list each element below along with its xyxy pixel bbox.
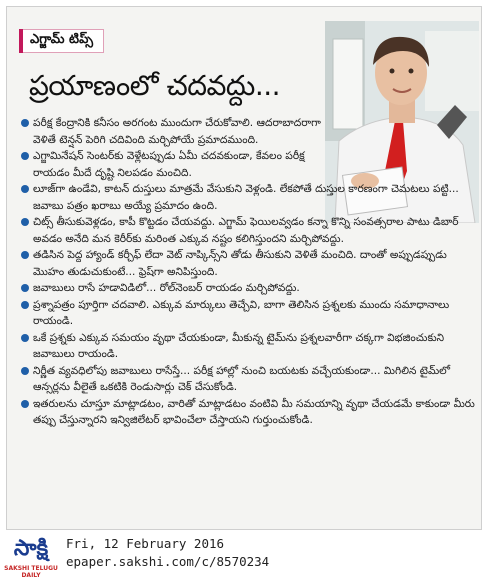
tips-list (19, 115, 481, 429)
bullet-icon (21, 334, 29, 342)
tip-text: చిట్స్ తీసుకువెళ్లడం, కాపీ కొట్టడం చేయవద్దు. ఎగ్జామ్ ఫెయిలవ్వడం కన్నా కొన్ని సంవత్సరాల పాటు డిబార్ అవడం అనేది మన కెరీర్‌కు మరింత ఎక్కువ నష్టం కలిగిస్తుందని మర్చిపోవద్దు. (33, 216, 459, 245)
sakshi-logo (4, 534, 58, 579)
tip-text: తడిసిన పెద్ద హ్యాండ్ కర్చీఫ్ లేదా వెట్ నాప్కిన్స్‌ని తోడు తీసుకుని వెళితే మంచిది. దాంతో అప్పుడప్పుడు మొహం తుడుచుకుంటే... ఫ్రెష్‌గా అనిపిస్తుంది. (33, 249, 447, 278)
article-headline: ప్రయాణంలో చదవద్దు... (29, 69, 281, 102)
tip-text: ఎగ్జామినేషన్ సెంటర్‌కు వెళ్లేటప్పుడు ఏమీ చదవకుండా, కేవలం పరీక్ష రాయడం మీదే దృష్టి నిలపడం మంచిది. (33, 150, 305, 179)
logo-tagline: SAKSHI TELUGU DAILY (4, 565, 58, 579)
bullet-icon (21, 152, 29, 160)
epaper-url[interactable]: epaper.sakshi.com/c/8570234 (66, 554, 270, 569)
list-item (19, 148, 333, 181)
list-item (19, 396, 481, 429)
list-item (19, 330, 481, 363)
article-clipping (6, 6, 482, 530)
section-tag: ఎగ్జామ్ టిప్స్ (19, 29, 104, 53)
tip-text: ఒకే ప్రశ్నకు ఎక్కువ సమయం వృథా చేయకుండా, మీకున్న టైమ్‌ను ప్రశ్నలవారీగా చక్కగా విభజించుకుని జవాబులు రాయండి. (33, 331, 445, 360)
list-item (19, 280, 481, 297)
tip-text: నిర్ణీత వ్యవధిలోపు జవాబులు రాసేస్తే... పరీక్ష హాల్లో నుంచి బయటకు వచ్చేయకుండా... మిగిలిన టైమ్‌లో ఆన్సర్లను వీలైతే ఒకటికి రెండుసార్లు చెక్ చేసుకోండి. (33, 364, 451, 393)
bullet-icon (21, 218, 29, 226)
bullet-icon (21, 367, 29, 375)
tip-text: పరీక్ష కేంద్రానికి కనీసం అరగంట ముందుగా చేరుకోవాలి. ఆదరాబాదరాగా వెళితే టెన్షన్ పెరిగి చదివింది మర్చిపోయే ప్రమాదముంది. (33, 117, 321, 146)
logo-wordmark: సాక్షి (13, 536, 49, 561)
list-item (19, 363, 481, 396)
tip-text: ప్రశ్నాపత్రం పూర్తిగా చదవాలి. ఎక్కువ మార్కులు తెచ్చేవి, బాగా తెలిసిన ప్రశ్నలకు ముందు సమాధానాలు రాయండి. (33, 298, 450, 327)
bullet-icon (21, 301, 29, 309)
bullet-icon (21, 251, 29, 259)
list-item (19, 247, 481, 280)
epaper-footer (0, 532, 487, 578)
tip-text: లూజ్‌గా ఉండేవి, కాటన్ దుస్తులు మాత్రమే వేసుకుని వెళ్లండి. లేకపోతే దుస్తుల కారణంగా చెమటలు పట్టి... జవాబు పత్రం ఖరాబు అయ్యే ప్రమాదం ఉంది. (33, 183, 459, 212)
list-item (19, 214, 481, 247)
publication-date: Fri, 12 February 2016 (66, 536, 225, 551)
bullet-icon (21, 400, 29, 408)
bullet-icon (21, 185, 29, 193)
list-item (19, 115, 333, 148)
bullet-icon (21, 119, 29, 127)
bullet-icon (21, 284, 29, 292)
list-item (19, 181, 481, 214)
list-item (19, 297, 481, 330)
tip-text: ఇతరులను చూస్తూ మాట్లాడటం, వారితో మాట్లాడటం వంటివి మీ సమయాన్ని వృథా చేయడమే కాకుండా మీరు తప్పు చేస్తున్నారని ఇన్విజిలేటర్ భావించేలా చేస్తాయని గుర్తుంచుకోండి. (33, 397, 475, 426)
tip-text: జవాబులు రాసే హడావిడిలో... రోల్‌నెంబర్ రాయడం మర్చిపోవద్దు. (33, 282, 300, 294)
